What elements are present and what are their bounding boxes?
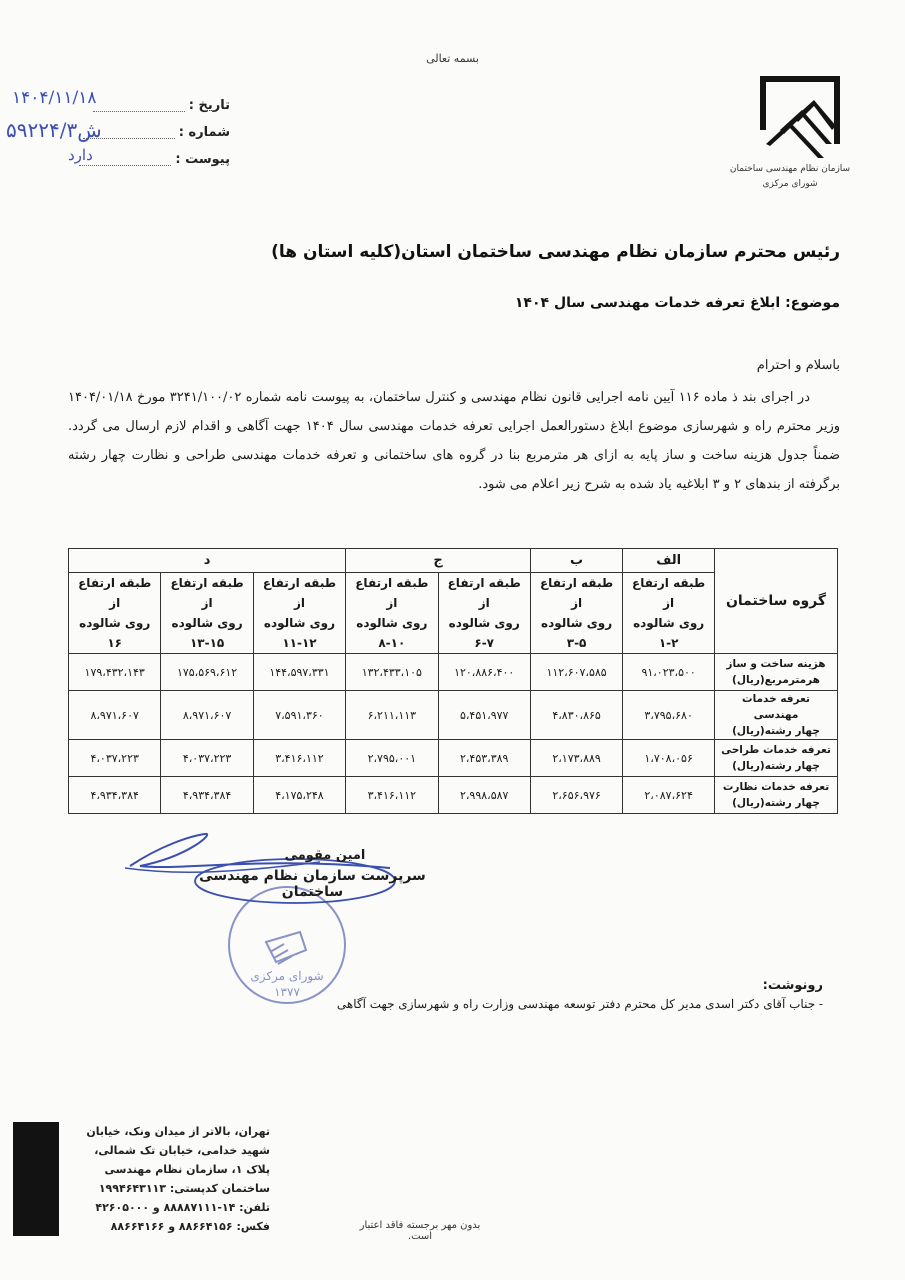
date-label: تاریخ :: [188, 98, 230, 113]
floor-range-header: طبقه ارتفاع از روی شالوده ۱۶: [69, 573, 161, 654]
row-label: تعرفه خدمات نظارت چهار رشته(ریال): [715, 777, 838, 814]
table-row: [69, 691, 838, 740]
number-label: شماره :: [178, 125, 230, 140]
tariff-table: [68, 548, 838, 814]
address-line: تهران، بالاتر از میدان ونک، خیابان: [86, 1125, 270, 1138]
floor-range-header: طبقه ارتفاع از روی شالوده ۱-۲: [623, 573, 715, 654]
table-cell: ۸،۹۷۱،۶۰۷: [161, 691, 253, 740]
table-cell: ۸،۹۷۱،۶۰۷: [69, 691, 161, 740]
table-row: [69, 740, 838, 777]
table-cell: ۱۳۲،۴۳۳،۱۰۵: [346, 654, 438, 691]
building-group-header: گروه ساختمان: [715, 549, 838, 654]
floor-range-header: طبقه ارتفاع از روی شالوده ۱۱-۱۲: [253, 573, 345, 654]
postal-code: ساختمان کدپستی: ۱۹۹۴۶۴۳۱۱۳: [98, 1182, 270, 1195]
attachment-label: پیوست :: [175, 152, 230, 167]
signer-name: امین مقومی: [284, 848, 366, 863]
floor-range-header: طبقه ارتفاع از روی شالوده ۱۳-۱۵: [161, 573, 253, 654]
date-value: ۱۴۰۴/۱۱/۱۸: [12, 88, 97, 108]
table-cell: ۶،۲۱۱،۱۱۳: [346, 691, 438, 740]
greeting: باسلام و احترام: [756, 358, 840, 373]
group-dal-header: د: [69, 549, 346, 573]
table-cell: ۴،۰۳۷،۲۲۳: [161, 740, 253, 777]
table-cell: ۲،۰۸۷،۶۲۴: [623, 777, 715, 814]
cc-item: - جناب آقای دکتر اسدی مدیر کل محترم دفتر توسعه مهندسی وزارت راه و شهرسازی جهت آگاهی: [336, 997, 823, 1011]
basmala: بسمه تعالی: [426, 52, 479, 65]
table-cell: ۴،۹۳۴،۳۸۴: [161, 777, 253, 814]
table-cell: ۲،۱۷۳،۸۸۹: [530, 740, 622, 777]
group-be-header: ب: [530, 549, 622, 573]
table-cell: ۴،۹۳۴،۳۸۴: [69, 777, 161, 814]
table-cell: ۱۷۵،۵۶۹،۶۱۲: [161, 654, 253, 691]
table-cell: ۱۲۰،۸۸۶،۴۰۰: [438, 654, 530, 691]
group-jim-header: ج: [346, 549, 531, 573]
logo-org-name: سازمان نظام مهندسی ساختمان: [729, 164, 851, 174]
letter-body: در اجرای بند ذ ماده ۱۱۶ آیین نامه اجرایی قانون نظام مهندسی و کنترل ساختمان، به پیوست نامه شماره ۳۲۴۱/۱۰۰/۰۲ مورخ ۱۴۰۴/۰۱/۱۸ وزیر محترم راه و شهرسازی موضوع ابلاغ دستورالعمل اجرایی تعرفه خدمات مهندسی سال ۱۴۰۴ جهت آگاهی و اقدام لازم ارسال می گردد. ضمناً جدول هزینه ساخت و ساز پایه به ازای هر مترمربع بنا در گروه های ساختمانی و تعرفه خدمات مهندسی طراحی و نظارت چهار رشته برگرفته از بندهای ۲ و ۳ ابلاغیه یاد شده به شرح زیر اعلام می شود.: [68, 390, 840, 492]
subject: موضوع: ابلاغ تعرفه خدمات مهندسی سال ۱۴۰۴: [514, 295, 840, 311]
table-cell: ۲،۶۵۶،۹۷۶: [530, 777, 622, 814]
row-label: هزینه ساخت و ساز هرمترمربع(ریال): [715, 654, 838, 691]
floor-range-header: طبقه ارتفاع از روی شالوده ۶-۷: [438, 573, 530, 654]
table-cell: ۳،۴۱۶،۱۱۲: [346, 777, 438, 814]
footer-bar: [13, 1122, 59, 1236]
table-cell: ۴،۱۷۵،۲۴۸: [253, 777, 345, 814]
table-cell: ۳،۷۹۵،۶۸۰: [623, 691, 715, 740]
logo-council-name: شورای مرکزی: [762, 179, 818, 189]
footer-validity-note: بدون مهر برجسته فاقد اعتبار است.: [359, 1220, 481, 1242]
table-group-header-row: [69, 549, 838, 573]
svg-text:۱۳۷۷: ۱۳۷۷: [274, 985, 300, 999]
table-cell: ۱۷۹،۴۳۲،۱۴۳: [69, 654, 161, 691]
cc-title: رونوشت:: [762, 978, 823, 993]
attachment-value: دارد: [68, 146, 93, 164]
table-cell: ۲،۹۹۸،۵۸۷: [438, 777, 530, 814]
number-value: ۵۹۲۲۴/ش۳: [6, 118, 102, 142]
table-row: [69, 654, 838, 691]
engineering-organization-logo-icon: [752, 72, 852, 164]
table-cell: ۴،۸۳۰،۸۶۵: [530, 691, 622, 740]
table-cell: ۲،۷۹۵،۰۰۱: [346, 740, 438, 777]
table-cell: ۴،۰۳۷،۲۲۳: [69, 740, 161, 777]
row-label: تعرفه خدمات طراحی چهار رشته(ریال): [715, 740, 838, 777]
row-label: تعرفه خدمات مهندسی چهار رشته(ریال): [715, 691, 838, 740]
table-cell: ۹۱،۰۲۳،۵۰۰: [623, 654, 715, 691]
recipient: رئیس محترم سازمان نظام مهندسی ساختمان استان(کلیه استان ها): [271, 242, 840, 262]
phone-numbers: تلفن: ۱۴-۸۸۸۸۷۱۱۱ و ۴۲۶۰۵۰۰۰: [95, 1201, 270, 1214]
group-alef-header: الف: [623, 549, 715, 573]
floor-range-header: طبقه ارتفاع از روی شالوده ۸-۱۰: [346, 573, 438, 654]
table-row: [69, 777, 838, 814]
table-cell: ۳،۴۱۶،۱۱۲: [253, 740, 345, 777]
table-cell: ۱،۷۰۸،۰۵۶: [623, 740, 715, 777]
table-cell: ۲،۴۵۳،۳۸۹: [438, 740, 530, 777]
fax-numbers: فکس: ۸۸۶۶۴۱۵۶ و ۸۸۶۶۴۱۶۶: [110, 1220, 270, 1233]
logo-caption: [725, 162, 855, 192]
table-cell: ۱۴۴،۵۹۷،۳۳۱: [253, 654, 345, 691]
floor-range-header: طبقه ارتفاع از روی شالوده ۳-۵: [530, 573, 622, 654]
svg-text:شورای مرکزی: شورای مرکزی: [250, 969, 324, 983]
footer-address: [70, 1122, 270, 1236]
table-cell: ۷،۵۹۱،۳۶۰: [253, 691, 345, 740]
address-line: پلاک ۱، سازمان نظام مهندسی: [104, 1163, 270, 1176]
table-cell: ۱۱۲،۶۰۷،۵۸۵: [530, 654, 622, 691]
table-cell: ۵،۴۵۱،۹۷۷: [438, 691, 530, 740]
signer-title: سرپرست سازمان نظام مهندسی ساختمان: [199, 868, 426, 900]
address-line: شهید خدامی، خیابان تک شمالی،: [94, 1144, 270, 1157]
